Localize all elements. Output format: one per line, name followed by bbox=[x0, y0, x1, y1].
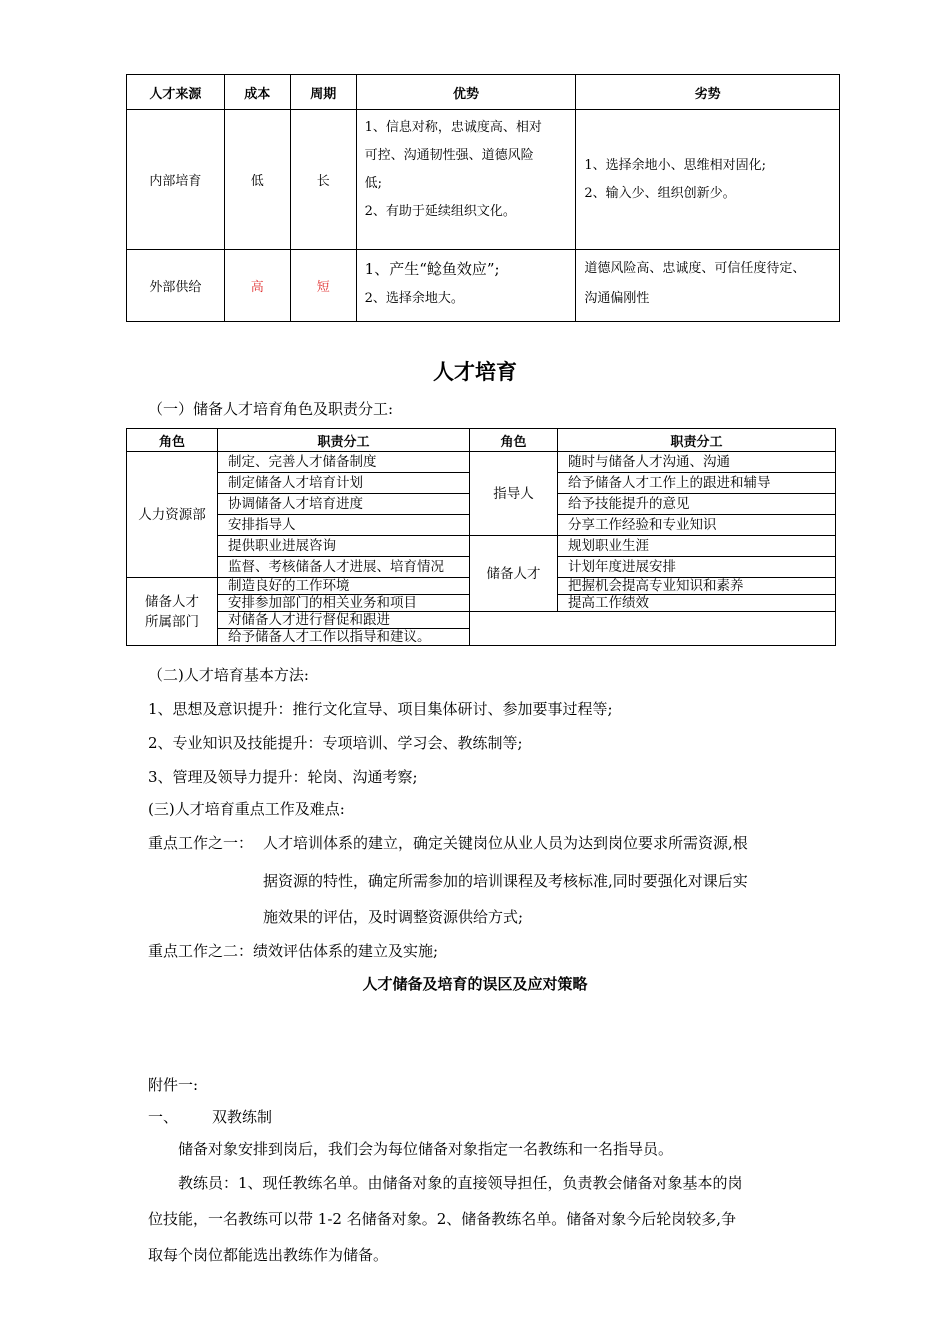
text-line: 可控、沟通韧性强、道德风险 bbox=[364, 148, 534, 163]
cost-cell: 高 bbox=[224, 250, 290, 322]
role-hr: 人力资源部 bbox=[127, 452, 218, 578]
role-label: 储备人才所属部门 bbox=[145, 593, 199, 630]
text-line: 2、选择余地大。 bbox=[364, 291, 464, 306]
cost-cell: 低 bbox=[224, 110, 290, 250]
method-item: 3、管理及领导力提升：轮岗、沟通考察; bbox=[148, 768, 418, 786]
section-heading: 双教练制 bbox=[212, 1108, 273, 1126]
section-title: 人才培育 bbox=[433, 360, 517, 384]
duty-cell: 监督、考核储备人才进展、培育情况 bbox=[218, 557, 470, 578]
duty-cell: 安排指导人 bbox=[218, 515, 470, 536]
text-line: 沟通偏刚性 bbox=[584, 291, 650, 306]
duty-cell: 制定储备人才培育计划 bbox=[218, 473, 470, 494]
table-row bbox=[127, 110, 840, 250]
source-cell: 外部供给 bbox=[127, 250, 225, 322]
duty-cell: 分享工作经验和专业知识 bbox=[558, 515, 836, 536]
header-duty: 职责分工 bbox=[218, 429, 470, 452]
header-role: 角色 bbox=[127, 429, 218, 452]
appendix-label: 附件一: bbox=[148, 1076, 199, 1094]
header-advantage: 优势 bbox=[356, 75, 576, 110]
duty-cell: 制定、完善人才储备制度 bbox=[218, 452, 470, 473]
paragraph-line: 位技能，一名教练可以带 1-2 名储备对象。2、储备教练名单。储备对象今后轮岗较多,争 bbox=[148, 1210, 737, 1228]
text-line: 2、有助于延续组织文化。 bbox=[364, 204, 516, 219]
role-reserve-talent: 储备人才 bbox=[470, 536, 558, 612]
paragraph-line: 教练员：1、现任教练名单。由储备对象的直接领导担任，负责教会储备对象基本的岗 bbox=[178, 1174, 743, 1192]
keypoints-heading: (三)人才培育重点工作及难点: bbox=[148, 800, 345, 818]
disadvantage-cell bbox=[576, 250, 840, 322]
advantage-cell bbox=[356, 110, 576, 250]
method-item: 2、专业知识及技能提升：专项培训、学习会、教练制等; bbox=[148, 734, 523, 752]
subsection-title: 人才储备及培育的误区及应对策略 bbox=[362, 975, 588, 993]
duty-cell: 对储备人才进行督促和跟进 bbox=[218, 612, 470, 629]
duty-cell: 计划年度进展安排 bbox=[558, 557, 836, 578]
duty-cell: 给予储备人才工作上的跟进和辅导 bbox=[558, 473, 836, 494]
duty-cell: 提供职业进展咨询 bbox=[218, 536, 470, 557]
duty-cell: 制造良好的工作环境 bbox=[218, 578, 470, 595]
duty-cell: 把握机会提高专业知识和素养 bbox=[558, 578, 836, 595]
header-role: 角色 bbox=[470, 429, 558, 452]
role-dept bbox=[127, 578, 218, 646]
text-line: 1、产生“鲶鱼效应”; bbox=[364, 260, 500, 278]
header-cost: 成本 bbox=[224, 75, 290, 110]
section-number: 一、 bbox=[148, 1108, 179, 1126]
period-cell: 短 bbox=[290, 250, 356, 322]
paragraph-line: 取每个岗位都能选出教练作为储备。 bbox=[148, 1246, 389, 1264]
text-line: 道德风险高、忠诚度、可信任度待定、 bbox=[584, 261, 806, 276]
empty-cell bbox=[470, 612, 836, 646]
period-cell: 长 bbox=[290, 110, 356, 250]
text-line: 1、信息对称，忠诚度高、相对 bbox=[364, 120, 542, 135]
duty-cell: 安排参加部门的相关业务和项目 bbox=[218, 595, 470, 612]
subsection-heading: （一）储备人才培育角色及职责分工: bbox=[148, 400, 394, 418]
keypoint-two: 重点工作之二：绩效评估体系的建立及实施; bbox=[148, 942, 439, 960]
header-period: 周期 bbox=[290, 75, 356, 110]
duty-cell: 协调储备人才培育进度 bbox=[218, 494, 470, 515]
header-source: 人才来源 bbox=[127, 75, 225, 110]
disadvantage-cell bbox=[576, 110, 840, 250]
methods-heading: （二)人才培育基本方法: bbox=[148, 666, 309, 684]
duty-cell: 提高工作绩效 bbox=[558, 595, 836, 612]
method-item: 1、思想及意识提升：推行文化宣导、项目集体研讨、参加要事过程等; bbox=[148, 700, 613, 718]
advantage-cell bbox=[356, 250, 576, 322]
header-disadvantage: 劣势 bbox=[576, 75, 840, 110]
talent-source-table bbox=[126, 74, 840, 322]
duty-cell: 给予技能提升的意见 bbox=[558, 494, 836, 515]
keypoint-line: 人才培训体系的建立，确定关键岗位从业人员为达到岗位要求所需资源,根 bbox=[263, 834, 748, 852]
text-line: 1、选择余地小、思维相对固化; bbox=[584, 157, 767, 173]
table-row bbox=[127, 250, 840, 322]
duty-cell: 随时与储备人才沟通、沟通 bbox=[558, 452, 836, 473]
role-duty-table bbox=[126, 428, 836, 646]
source-cell: 内部培育 bbox=[127, 110, 225, 250]
role-mentor: 指导人 bbox=[470, 452, 558, 536]
keypoint-line: 据资源的特性，确定所需参加的培训课程及考核标准,同时要强化对课后实 bbox=[263, 872, 748, 890]
keypoint-label: 重点工作之一： bbox=[148, 834, 254, 852]
header-duty: 职责分工 bbox=[558, 429, 836, 452]
duty-cell: 规划职业生涯 bbox=[558, 536, 836, 557]
duty-cell: 给予储备人才工作以指导和建议。 bbox=[218, 629, 470, 646]
text-line: 2、输入少、组织创新少。 bbox=[584, 185, 736, 201]
paragraph: 储备对象安排到岗后，我们会为每位储备对象指定一名教练和一名指导员。 bbox=[178, 1140, 674, 1158]
keypoint-line: 施效果的评估，及时调整资源供给方式; bbox=[263, 908, 524, 926]
text-line: 低; bbox=[364, 176, 383, 191]
